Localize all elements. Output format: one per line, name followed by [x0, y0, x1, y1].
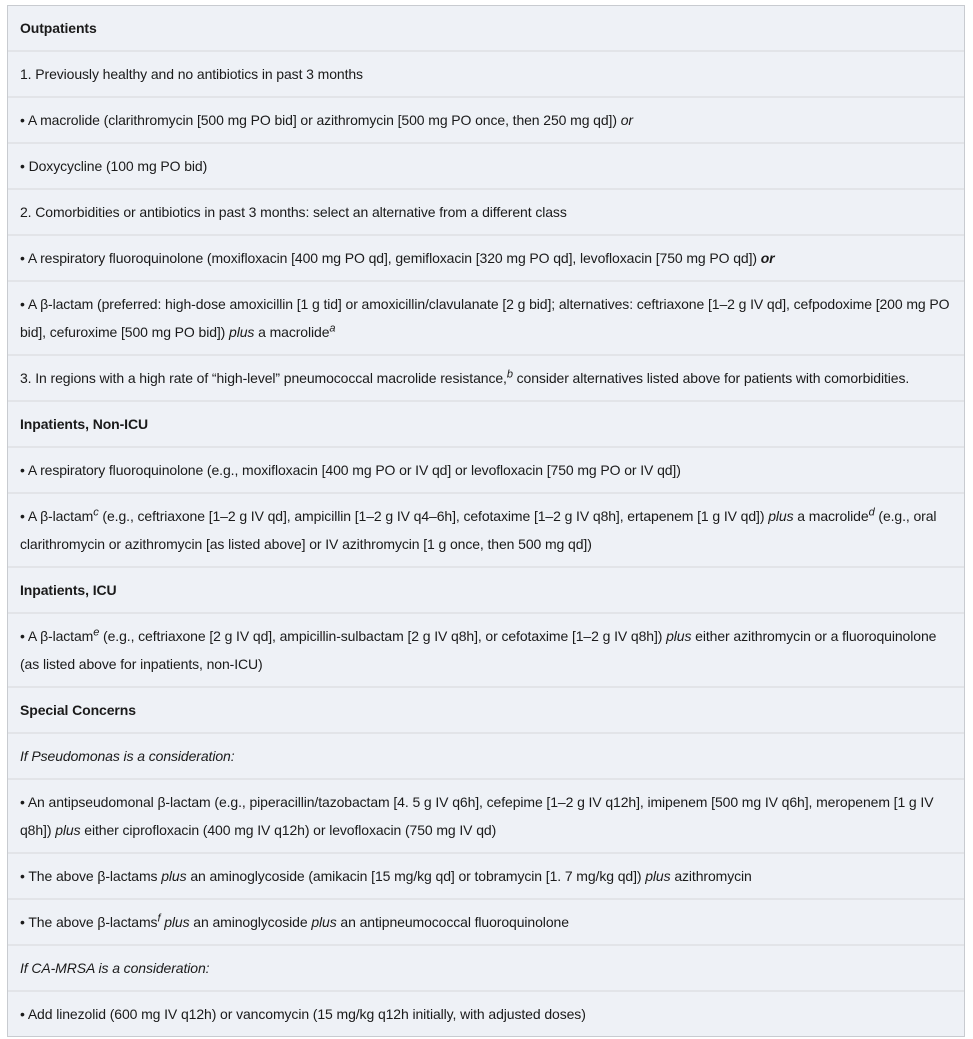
- section-header-row: [8, 688, 964, 734]
- text-segment: • An antipseudomonal β-lactam (e.g., piperacillin/tazobactam [4. 5 g IV q6h], cefepime [1–2 g IV q12h], imipenem [500 mg IV q6h], meropenem [1 g IV q8h]): [20, 794, 934, 838]
- text-segment: plus: [311, 914, 337, 930]
- text-segment: plus: [55, 822, 81, 838]
- text-segment: an aminoglycoside (amikacin [15 mg/kg qd] or tobramycin [1. 7 mg/kg qd]): [186, 868, 646, 884]
- table-row: [8, 144, 964, 190]
- table-row: [8, 854, 964, 900]
- text-segment: 3. In regions with a high rate of “high-level” pneumococcal macrolide resistance,: [20, 370, 507, 386]
- text-segment: (e.g., ceftriaxone [1–2 g IV qd], ampicillin [1–2 g IV q4–6h], cefotaxime [1–2 g IV q8h], ertapenem [1 g IV qd]): [98, 508, 769, 524]
- text-segment: plus: [645, 868, 671, 884]
- text-segment: an aminoglycoside: [189, 914, 312, 930]
- footnote-superscript: d: [868, 506, 875, 519]
- text-segment: • Doxycycline (100 mg PO bid): [20, 158, 208, 174]
- table-row: [8, 494, 964, 568]
- table-row: [8, 992, 964, 1036]
- text-segment: 2. Comorbidities or antibiotics in past 3 months: select an alternative from a different class: [20, 204, 567, 220]
- section-header-row: [8, 6, 964, 52]
- footnote-superscript: f: [157, 912, 161, 925]
- text-segment: • A respiratory fluoroquinolone (e.g., moxifloxacin [400 mg PO or IV qd] or levofloxacin [750 mg PO or IV qd]): [20, 462, 681, 478]
- text-segment: • The above β-lactams: [20, 868, 162, 884]
- footnote-superscript: e: [93, 626, 100, 639]
- text-segment: If CA-MRSA is a consideration:: [20, 960, 210, 976]
- text-segment: an antipneumococcal fluoroquinolone: [336, 914, 569, 930]
- text-segment: Inpatients, Non-ICU: [20, 416, 148, 432]
- text-segment: plus: [229, 324, 255, 340]
- text-segment: • Add linezolid (600 mg IV q12h) or vancomycin (15 mg/kg q12h initially, with adjusted doses): [20, 1006, 586, 1022]
- text-segment: • A respiratory fluoroquinolone (moxifloxacin [400 mg PO qd], gemifloxacin [320 mg PO qd], levofloxacin [750 mg PO qd]): [20, 250, 761, 266]
- section-header-row: [8, 568, 964, 614]
- text-segment: plus: [164, 914, 190, 930]
- table-row: [8, 98, 964, 144]
- text-segment: • A β-lactam (preferred: high-dose amoxicillin [1 g tid] or amoxicillin/clavulanate [2 g bid]; alternatives: ceftriaxone [1–2 g IV qd], cefpodoxime [200 mg PO bid], cefuroxime [500 mg PO bid]): [20, 296, 950, 340]
- table-row: [8, 448, 964, 494]
- text-segment: plus: [666, 628, 692, 644]
- table-row: [8, 282, 964, 356]
- text-segment: either azithromycin or a fluoroquinolone (as listed above for inpatients, non-ICU): [20, 628, 937, 672]
- text-segment: either ciprofloxacin (400 mg IV q12h) or levofloxacin (750 mg IV qd): [80, 822, 497, 838]
- text-segment: a macrolide: [793, 508, 869, 524]
- table-row: [8, 52, 964, 98]
- text-segment: consider alternatives listed above for patients with comorbidities.: [512, 370, 910, 386]
- text-segment: Inpatients, ICU: [20, 582, 117, 598]
- table-row: [8, 734, 964, 780]
- table-row: [8, 900, 964, 946]
- section-header-row: [8, 402, 964, 448]
- text-segment: azithromycin: [670, 868, 752, 884]
- text-segment: a macrolide: [254, 324, 330, 340]
- text-segment: • The above β-lactams: [20, 914, 158, 930]
- table-row: [8, 190, 964, 236]
- text-segment: or: [760, 250, 775, 266]
- table-row: [8, 780, 964, 854]
- text-segment: (e.g., oral clarithromycin or azithromycin [as listed above] or IV azithromycin [1 g once, then 500 mg qd]): [20, 508, 937, 552]
- table-row: [8, 236, 964, 282]
- text-segment: Outpatients: [20, 20, 97, 36]
- footnote-superscript: a: [329, 322, 336, 335]
- table-row: [8, 946, 964, 992]
- text-segment: • A macrolide (clarithromycin [500 mg PO bid] or azithromycin [500 mg PO once, then 250 mg qd]): [20, 112, 621, 128]
- text-segment: plus: [161, 868, 187, 884]
- text-segment: (e.g., ceftriaxone [2 g IV qd], ampicillin-sulbactam [2 g IV q8h], or cefotaxime [1–2 g IV q8h]): [99, 628, 667, 644]
- footnote-superscript: c: [93, 506, 99, 519]
- text-segment: or: [620, 112, 633, 128]
- table-row: [8, 614, 964, 688]
- text-segment: 1. Previously healthy and no antibiotics in past 3 months: [20, 66, 363, 82]
- table-row: [8, 356, 964, 402]
- text-segment: plus: [768, 508, 794, 524]
- text-segment: Special Concerns: [20, 702, 136, 718]
- text-segment: • A β-lactam: [20, 628, 94, 644]
- treatment-table: [7, 5, 965, 1037]
- footnote-superscript: b: [506, 368, 513, 381]
- text-segment: • A β-lactam: [20, 508, 94, 524]
- text-segment: If Pseudomonas is a consideration:: [20, 748, 235, 764]
